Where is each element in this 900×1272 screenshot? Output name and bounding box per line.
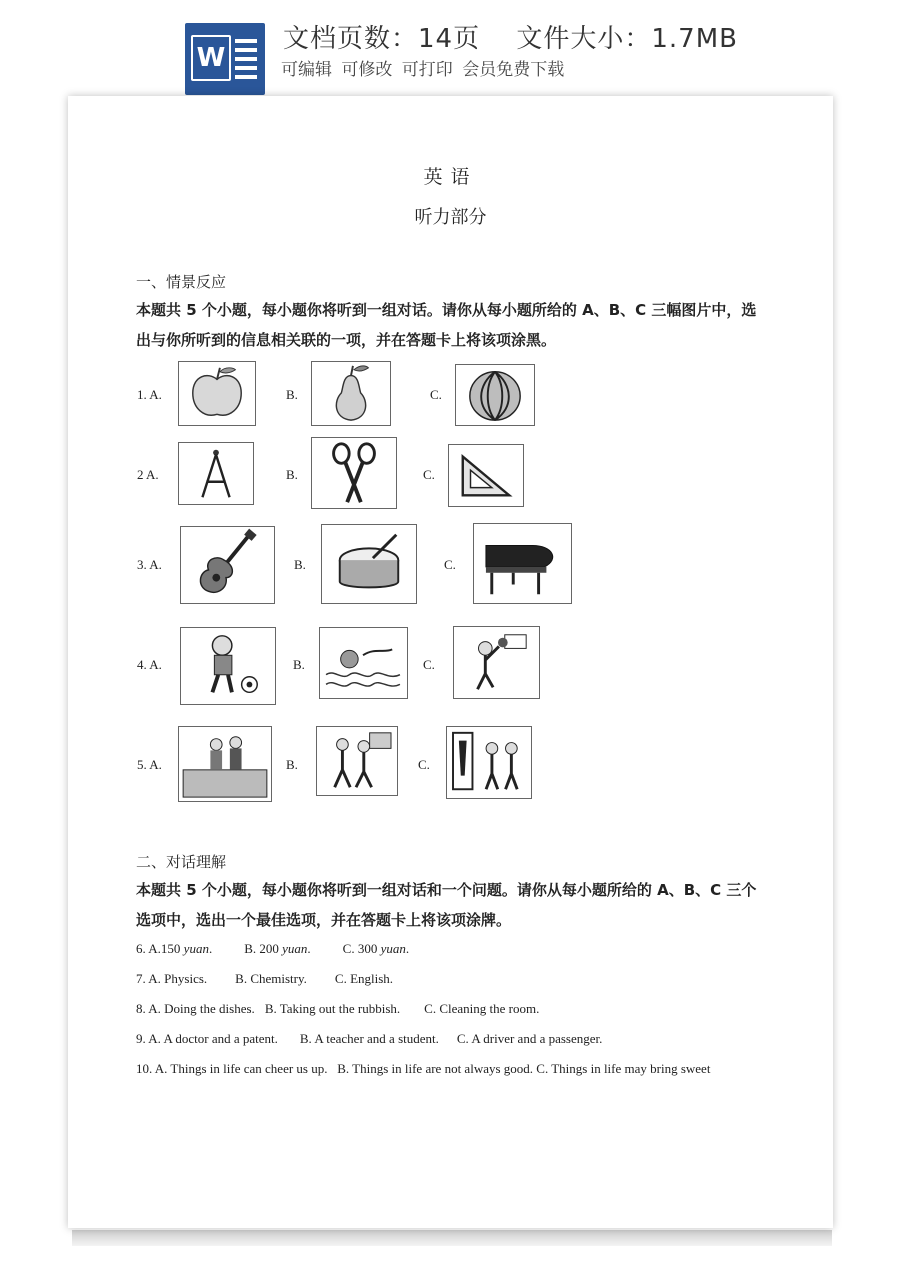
banner-title: 文档页数：14页 文件大小：1.7MB [283,24,738,54]
download-banner [0,0,900,96]
q8-line [136,1001,539,1017]
q9-option-c: C. A driver and a passenger. [456,1031,603,1046]
piano-icon[interactable] [473,523,572,604]
word-document-icon [185,23,265,95]
q2-option-a-label: 2 A. [137,467,159,482]
q6-option-a: 6. A.150 [136,941,184,956]
swimming-icon[interactable] [319,627,408,699]
apple-icon[interactable] [178,361,256,426]
q3-option-c-label: C. [444,557,456,572]
q4-option-b-label: B. [293,657,305,672]
q4-option-a-label: 4. A. [137,657,162,672]
q7-option-b: B. Chemistry. [235,971,307,986]
q7-option-c: C. English. [334,971,394,986]
q1-option-c-label: C. [430,387,442,402]
pear-icon[interactable] [311,361,391,426]
doc-subtitle: 听力部分 [414,207,487,228]
q8-option-a: 8. A. Doing the dishes. [136,1001,255,1016]
q5-option-b-label: B. [286,757,298,772]
q1-option-a-label: 1. A. [137,387,162,402]
q8-option-c: C. Cleaning the room. [424,1001,540,1016]
q4-option-c-label: C. [423,657,435,672]
q7-line [136,971,393,987]
q5-option-a-label: 5. A. [137,757,162,772]
basketball-icon[interactable] [453,626,540,699]
doc-title: 英语 [423,166,478,188]
q9-line [136,1031,602,1047]
document-page [68,96,833,1228]
page-shadow [72,1230,832,1246]
section2-instruction: 本题共 5 个小题，每小题你将听到一组对话和一个问题。请你从每小题所给的 A、B、C 三个选项中，选出一个最佳选项，并在答题卡上将该项涂牌。 [136,881,757,929]
q7-option-a: 7. A. Physics. [136,971,208,986]
q2-option-b-label: B. [286,467,298,482]
scissors-icon[interactable] [311,437,397,509]
guitar-icon[interactable] [180,526,275,604]
people-sofa-icon[interactable] [178,726,272,802]
people-museum-icon[interactable] [446,726,532,799]
watermelon-icon[interactable] [455,364,535,426]
drum-icon[interactable] [321,524,417,604]
q10-line: 10. A. Things in life can cheer us up. B. Things in life are not always good. C. Things in life may bring sweet [136,1061,711,1076]
q5-option-c-label: C. [418,757,430,772]
banner-subtitle: 可编辑 可修改 可打印 会员免费下载 [281,60,565,80]
section1-instruction: 本题共 5 个小题，每小题你将听到一组对话。请你从每小题所给的 A、B、C 三幅图片中，选出与你所听到的信息相关联的一项，并在答题卡上将该项涂黑。 [136,301,757,349]
section1-heading: 一、情景反应 [136,273,227,291]
q9-option-b: B. A teacher and a student. [299,1031,439,1046]
q1-option-b-label: B. [286,387,298,402]
compass-icon[interactable] [178,442,254,505]
q9-option-a: 9. A. A doctor and a patent. [136,1031,278,1046]
q6-option-c: C. 300 [342,941,381,956]
q6-option-b: B. 200 [244,941,283,956]
people-walking-icon[interactable] [316,726,398,796]
q8-option-b: B. Taking out the rubbish. [264,1001,401,1016]
q6-line: 6. A.150 yuan. B. 200 yuan. C. 300 yuan. [136,941,410,956]
set-square-icon[interactable] [448,444,524,507]
section2-heading: 二、对话理解 [136,853,227,871]
q3-option-b-label: B. [294,557,306,572]
q2-option-c-label: C. [423,467,435,482]
q3-option-a-label: 3. A. [137,557,162,572]
boy-soccer-icon[interactable] [180,627,276,705]
word-letter: W [191,35,231,81]
